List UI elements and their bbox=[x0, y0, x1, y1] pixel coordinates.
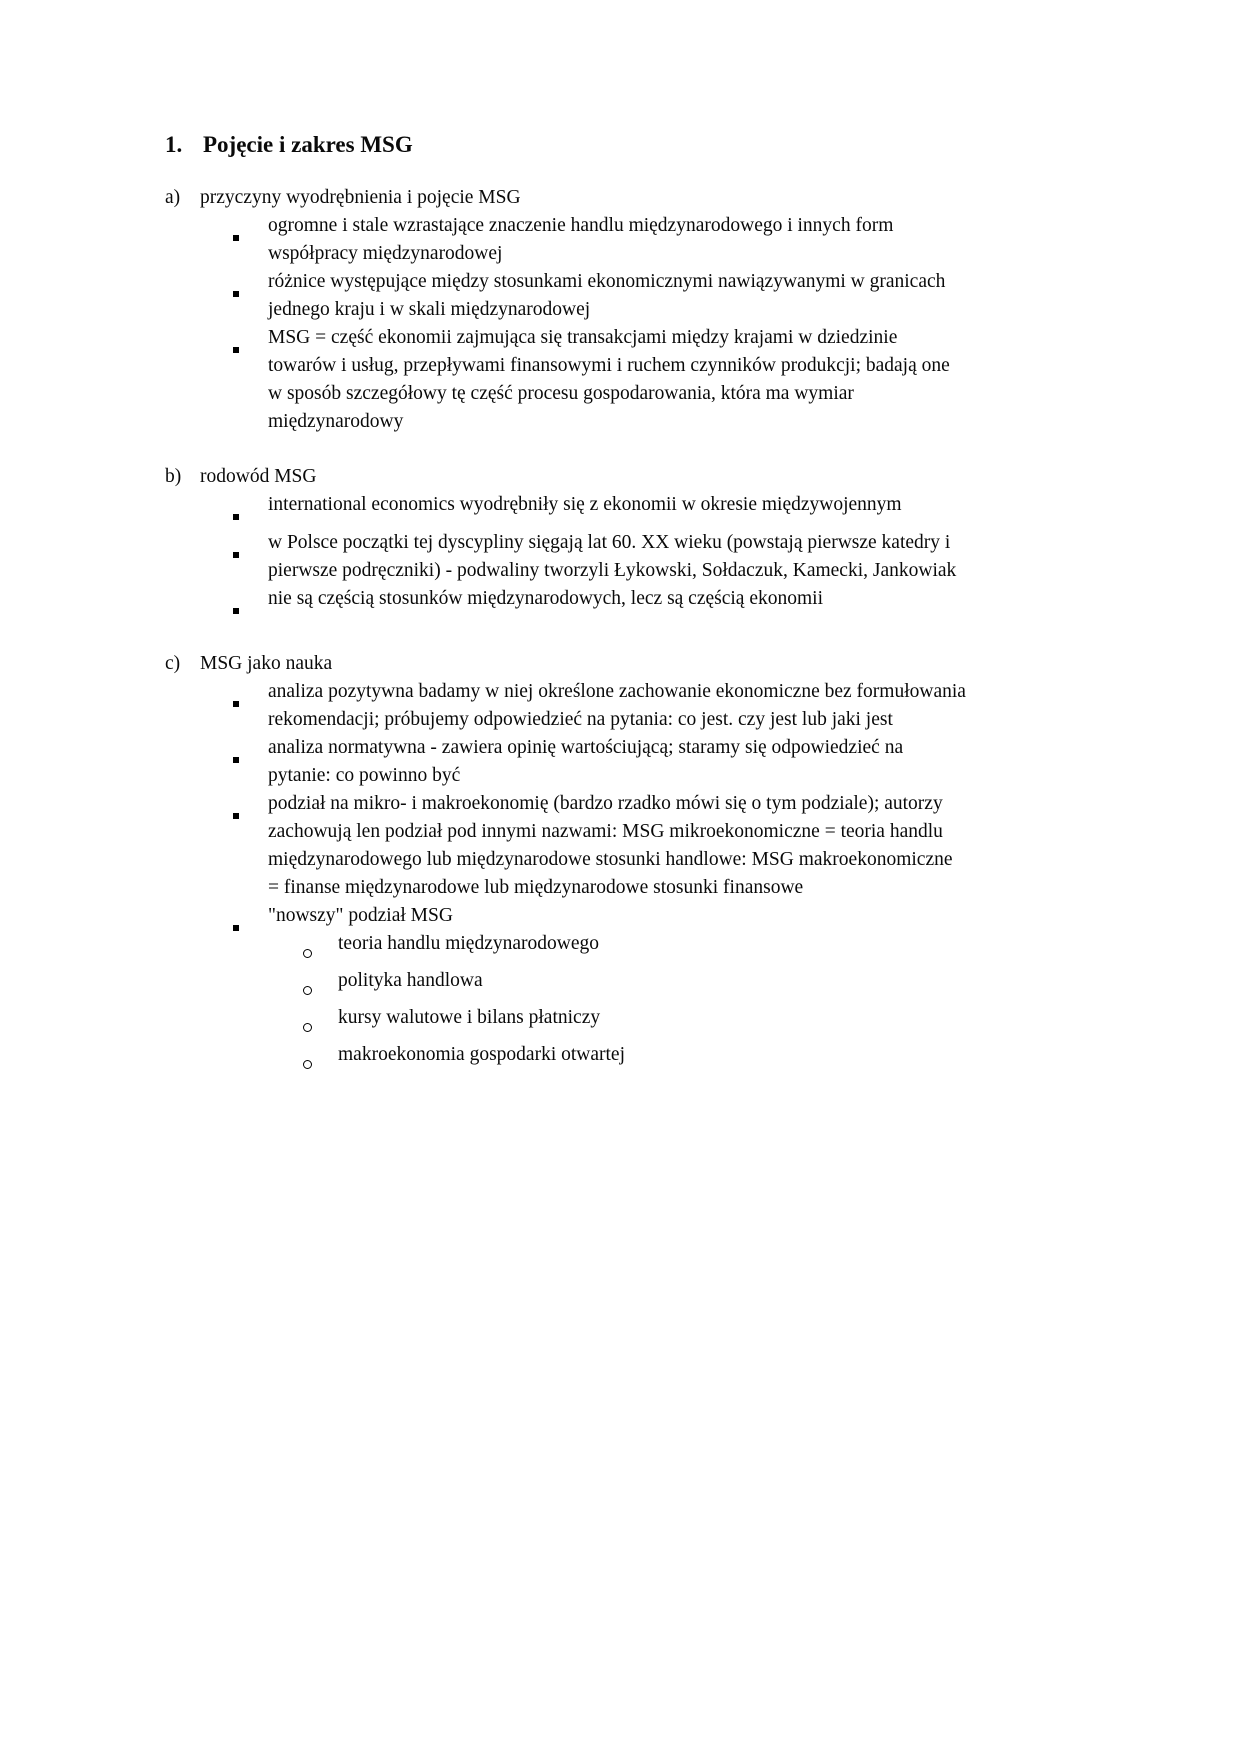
square-bullet-icon bbox=[233, 291, 239, 297]
marker-column bbox=[233, 790, 268, 902]
list-item bbox=[233, 678, 1120, 734]
marker-column bbox=[233, 268, 268, 324]
circle-bullet-icon bbox=[303, 1060, 312, 1069]
list-item bbox=[233, 324, 1120, 436]
list-item bbox=[233, 734, 1120, 790]
page-title bbox=[165, 130, 1120, 160]
list-item bbox=[233, 268, 1120, 324]
square-bullet-icon bbox=[233, 552, 239, 558]
section-b bbox=[165, 463, 1120, 623]
section-heading bbox=[165, 650, 1120, 678]
marker-column bbox=[233, 212, 268, 268]
heading-number: 1. bbox=[165, 132, 183, 157]
sub-list-item bbox=[303, 967, 1120, 1004]
sub-marker-column bbox=[303, 930, 338, 967]
bullet-text: różnice występujące między stosunkami ekonomicznymi nawiązywanymi w granicach jednego kraju i w skali międzynarodowej bbox=[268, 271, 946, 320]
section-label: a) bbox=[165, 187, 181, 208]
marker-column bbox=[233, 734, 268, 790]
section-c bbox=[165, 650, 1120, 1078]
heading-text: Pojęcie i zakres MSG bbox=[203, 132, 413, 157]
marker-column bbox=[233, 324, 268, 436]
bullet-text: "nowszy" podział MSG bbox=[268, 905, 453, 926]
square-bullet-icon bbox=[233, 701, 239, 707]
bullet-text: ogromne i stale wzrastające znaczenie handlu międzynarodowego i innych form współpracy międzynarodowej bbox=[268, 215, 894, 264]
list-item bbox=[233, 212, 1120, 268]
list-item bbox=[233, 790, 1120, 902]
bullet-body bbox=[268, 324, 1120, 436]
section-title: przyczyny wyodrębnienia i pojęcie MSG bbox=[200, 187, 521, 208]
bullet-list bbox=[233, 212, 1120, 436]
circle-bullet-icon bbox=[303, 986, 312, 995]
square-bullet-icon bbox=[233, 235, 239, 241]
sub-bullet-text: makroekonomia gospodarki otwartej bbox=[338, 1044, 626, 1065]
sub-marker-column bbox=[303, 1004, 338, 1041]
section-heading bbox=[165, 184, 1120, 212]
bullet-body bbox=[268, 678, 1120, 734]
sub-marker-column bbox=[303, 1041, 338, 1078]
sub-bullet-text: polityka handlowa bbox=[338, 970, 483, 991]
marker-column bbox=[233, 902, 268, 1078]
bullet-body bbox=[268, 902, 1120, 1078]
section-label: c) bbox=[165, 653, 181, 674]
bullet-text: podział na mikro- i makroekonomię (bardzo rzadko mówi się o tym podziale); autorzy zachowują len podział pod innymi nazwami: MSG mikroekonomiczne = teoria handlu międzynarodowego lub międzynarodowe stosunki handlowe: MSG makroekonomiczne = finanse międzynarodowe lub międzynarodowe stosunki finansowe bbox=[268, 793, 953, 898]
bullet-text: w Polsce początki tej dyscypliny sięgają lat 60. XX wieku (powstają pierwsze katedry i pierwsze podręczniki) - podwaliny tworzyli Łykowski, Sołdaczuk, Kamecki, Jankowiak bbox=[268, 532, 957, 581]
square-bullet-icon bbox=[233, 813, 239, 819]
bullet-body bbox=[268, 212, 1120, 268]
section-label: b) bbox=[165, 466, 182, 487]
bullet-text: MSG = część ekonomii zajmująca się transakcjami między krajami w dziedzinie towarów i usług, przepływami finansowymi i ruchem czynników produkcji; badają one w sposób szczegółowy tę część procesu gospodarowania, która ma wymiar międzynarodowy bbox=[268, 327, 950, 432]
circle-bullet-icon bbox=[303, 1023, 312, 1032]
bullet-body bbox=[268, 529, 1120, 585]
bullet-body bbox=[268, 491, 1120, 529]
marker-column bbox=[233, 529, 268, 585]
square-bullet-icon bbox=[233, 347, 239, 353]
square-bullet-icon bbox=[233, 757, 239, 763]
square-bullet-icon bbox=[233, 925, 239, 931]
section-heading bbox=[165, 463, 1120, 491]
list-item bbox=[233, 902, 1120, 1078]
square-bullet-icon bbox=[233, 608, 239, 614]
bullet-text: analiza normatywna - zawiera opinię wartościującą; staramy się odpowiedzieć na pytanie: co powinno być bbox=[268, 737, 904, 786]
section-title: rodowód MSG bbox=[200, 466, 317, 487]
bullet-text: nie są częścią stosunków międzynarodowych, lecz są częścią ekonomii bbox=[268, 588, 823, 609]
bullet-text: international economics wyodrębniły się z ekonomii w okresie międzywojennym bbox=[268, 494, 902, 515]
list-item bbox=[233, 585, 1120, 623]
sub-bullet-text: teoria handlu międzynarodowego bbox=[338, 933, 599, 954]
bullet-body bbox=[268, 585, 1120, 623]
list-item bbox=[233, 529, 1120, 585]
sections-container bbox=[165, 184, 1120, 1078]
marker-column bbox=[233, 491, 268, 529]
sub-bullet-text: kursy walutowe i bilans płatniczy bbox=[338, 1007, 601, 1028]
list-item bbox=[233, 491, 1120, 529]
sub-list-item bbox=[303, 1041, 1120, 1078]
bullet-list bbox=[233, 678, 1120, 1078]
sub-bullet-list bbox=[303, 930, 1120, 1078]
sub-list-item bbox=[303, 1004, 1120, 1041]
marker-column bbox=[233, 678, 268, 734]
marker-column bbox=[233, 585, 268, 623]
square-bullet-icon bbox=[233, 514, 239, 520]
bullet-list bbox=[233, 491, 1120, 623]
circle-bullet-icon bbox=[303, 949, 312, 958]
section-title: MSG jako nauka bbox=[200, 653, 333, 674]
bullet-text: analiza pozytywna badamy w niej określone zachowanie ekonomiczne bez formułowania rekomendacji; próbujemy odpowiedzieć na pytania: co jest. czy jest lub jaki jest bbox=[268, 681, 966, 730]
section-a bbox=[165, 184, 1120, 436]
sub-list-item bbox=[303, 930, 1120, 967]
bullet-body bbox=[268, 268, 1120, 324]
bullet-body bbox=[268, 734, 1120, 790]
sub-marker-column bbox=[303, 967, 338, 1004]
bullet-body bbox=[268, 790, 1120, 902]
